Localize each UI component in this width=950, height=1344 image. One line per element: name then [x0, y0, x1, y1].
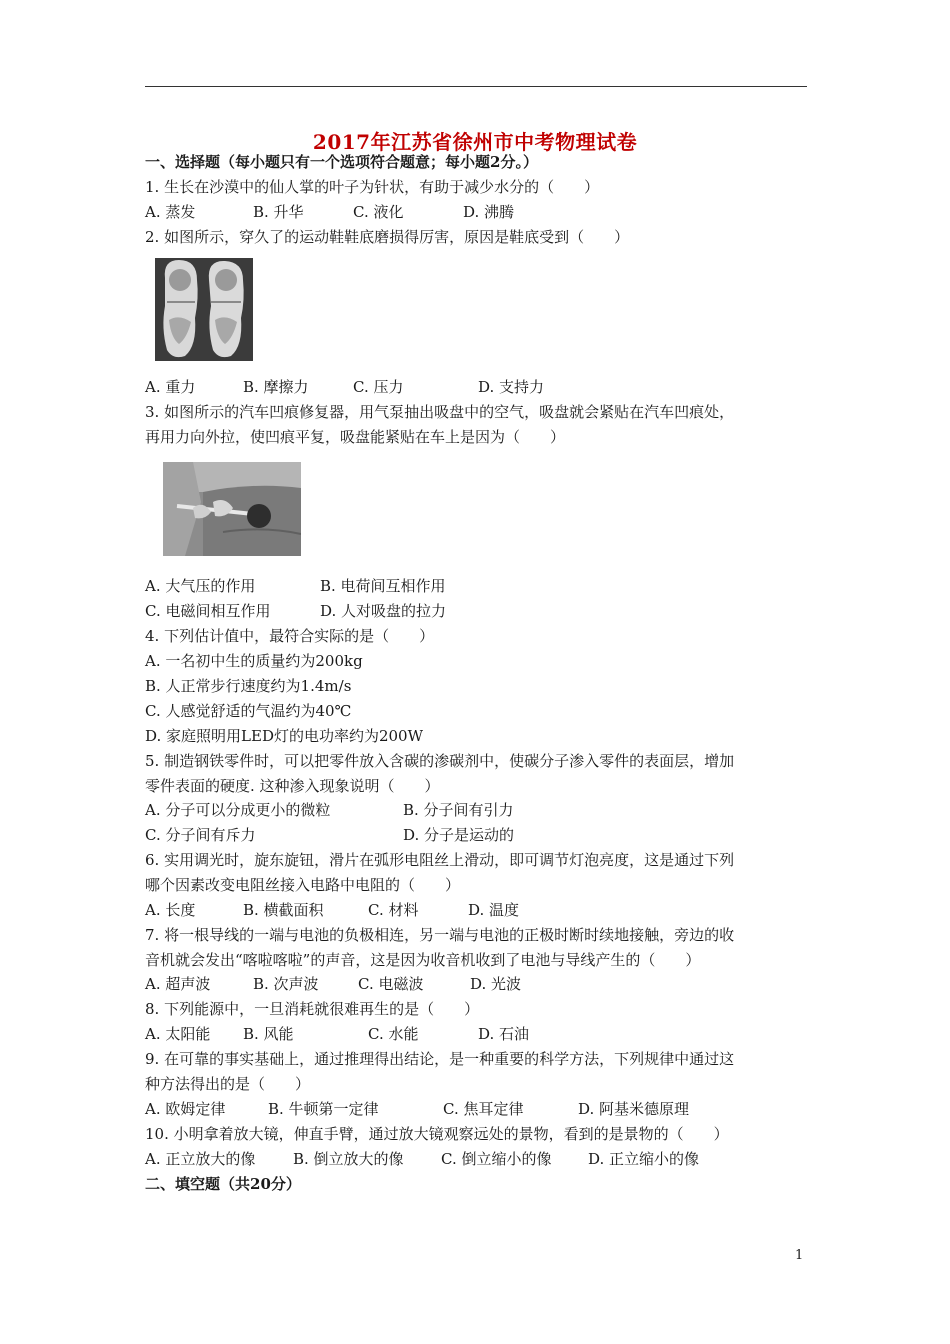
- worn-shoe-soles-image: [155, 258, 253, 361]
- q3-option-c: C. 电磁间相互作用: [145, 602, 271, 620]
- header-rule: [145, 86, 807, 87]
- question-9-stem-line2: 种方法得出的是（ ）: [145, 1075, 311, 1093]
- q6-option-c: C. 材料: [368, 901, 419, 919]
- section-choice-heading: 一、选择题（每小题只有一个选项符合题意；每小题2分。）: [145, 153, 538, 171]
- q7-option-d: D. 光波: [470, 975, 522, 993]
- question-5-stem-line2: 零件表面的硬度. 这种渗入现象说明（ ）: [145, 777, 440, 795]
- q10-option-a: A. 正立放大的像: [145, 1150, 256, 1168]
- q4-option-d: D. 家庭照明用LED灯的电功率约为200W: [145, 727, 424, 745]
- q1-option-c: C. 液化: [353, 203, 404, 221]
- q7-option-c: C. 电磁波: [358, 975, 424, 993]
- question-7-stem-line1: 7. 将一根导线的一端与电池的负极相连，另一端与电池的正极时断时续地接触，旁边的收: [145, 926, 735, 944]
- q5-option-a: A. 分子可以分成更小的微粒: [145, 801, 331, 819]
- q4-option-b: B. 人正常步行速度约为1.4m/s: [145, 677, 352, 695]
- question-9-stem-line1: 9. 在可靠的事实基础上，通过推理得出结论，是一种重要的科学方法，下列规律中通过这: [145, 1050, 735, 1068]
- q8-option-a: A. 太阳能: [145, 1025, 211, 1043]
- question-1-stem: 1. 生长在沙漠中的仙人掌的叶子为针状，有助于减少水分的（ ）: [145, 178, 600, 196]
- q7-option-a: A. 超声波: [145, 975, 211, 993]
- q2-option-c: C. 压力: [353, 378, 404, 396]
- q5-option-b: B. 分子间有引力: [403, 801, 514, 819]
- q2-option-a: A. 重力: [145, 378, 196, 396]
- q9-option-b: B. 牛顿第一定律: [268, 1100, 379, 1118]
- q6-option-d: D. 温度: [468, 901, 520, 919]
- q8-option-c: C. 水能: [368, 1025, 419, 1043]
- q1-option-d: D. 沸腾: [463, 203, 515, 221]
- q9-option-a: A. 欧姆定律: [145, 1100, 226, 1118]
- question-2-stem: 2. 如图所示，穿久了的运动鞋鞋底磨损得厉害，原因是鞋底受到（ ）: [145, 228, 630, 246]
- dent-repair-suction-image: [163, 462, 301, 556]
- q10-option-c: C. 倒立缩小的像: [441, 1150, 552, 1168]
- question-8-stem: 8. 下列能源中，一旦消耗就很难再生的是（ ）: [145, 1000, 480, 1018]
- question-7-stem-line2: 音机就会发出“喀啦喀啦”的声音，这是因为收音机收到了电池与导线产生的（ ）: [145, 951, 701, 969]
- question-10-stem: 10. 小明拿着放大镜，伸直手臂，通过放大镜观察远处的景物，看到的是景物的（ ）: [145, 1125, 729, 1143]
- q9-option-d: D. 阿基米德原理: [578, 1100, 690, 1118]
- q3-option-d: D. 人对吸盘的拉力: [320, 602, 447, 620]
- question-6-stem-line2: 哪个因素改变电阻丝接入电路中电阻的（ ）: [145, 876, 461, 894]
- q7-option-b: B. 次声波: [253, 975, 319, 993]
- section-fill-heading: 二、填空题（共20分）: [145, 1175, 301, 1193]
- q1-option-b: B. 升华: [253, 203, 304, 221]
- q9-option-c: C. 焦耳定律: [443, 1100, 524, 1118]
- q2-option-b: B. 摩擦力: [243, 378, 309, 396]
- q6-option-a: A. 长度: [145, 901, 196, 919]
- page-number: 1: [795, 1248, 804, 1263]
- q4-option-c: C. 人感觉舒适的气温约为40℃: [145, 702, 352, 720]
- q1-option-a: A. 蒸发: [145, 203, 196, 221]
- question-3-stem-line2: 再用力向外拉，使凹痕平复，吸盘能紧贴在车上是因为（ ）: [145, 428, 566, 446]
- q4-option-a: A. 一名初中生的质量约为200kg: [145, 652, 363, 670]
- page-title: 2017年江苏省徐州市中考物理试卷: [312, 130, 638, 154]
- q10-option-b: B. 倒立放大的像: [293, 1150, 404, 1168]
- q8-option-b: B. 风能: [243, 1025, 294, 1043]
- q5-option-d: D. 分子是运动的: [403, 826, 515, 844]
- question-4-stem: 4. 下列估计值中，最符合实际的是（ ）: [145, 627, 435, 645]
- question-5-stem-line1: 5. 制造钢铁零件时，可以把零件放入含碳的渗碳剂中，使碳分子渗入零件的表面层，增加: [145, 752, 735, 770]
- q2-option-d: D. 支持力: [478, 378, 545, 396]
- q3-option-a: A. 大气压的作用: [145, 577, 256, 595]
- q8-option-d: D. 石油: [478, 1025, 530, 1043]
- q10-option-d: D. 正立缩小的像: [588, 1150, 700, 1168]
- q6-option-b: B. 横截面积: [243, 901, 324, 919]
- question-3-stem-line1: 3. 如图所示的汽车凹痕修复器，用气泵抽出吸盘中的空气，吸盘就会紧贴在汽车凹痕处，: [145, 403, 735, 421]
- q5-option-c: C. 分子间有斥力: [145, 826, 256, 844]
- q3-option-b: B. 电荷间互相作用: [320, 577, 446, 595]
- question-6-stem-line1: 6. 实用调光时，旋东旋钮，滑片在弧形电阻丝上滑动，即可调节灯泡亮度，这是通过下列: [145, 851, 735, 869]
